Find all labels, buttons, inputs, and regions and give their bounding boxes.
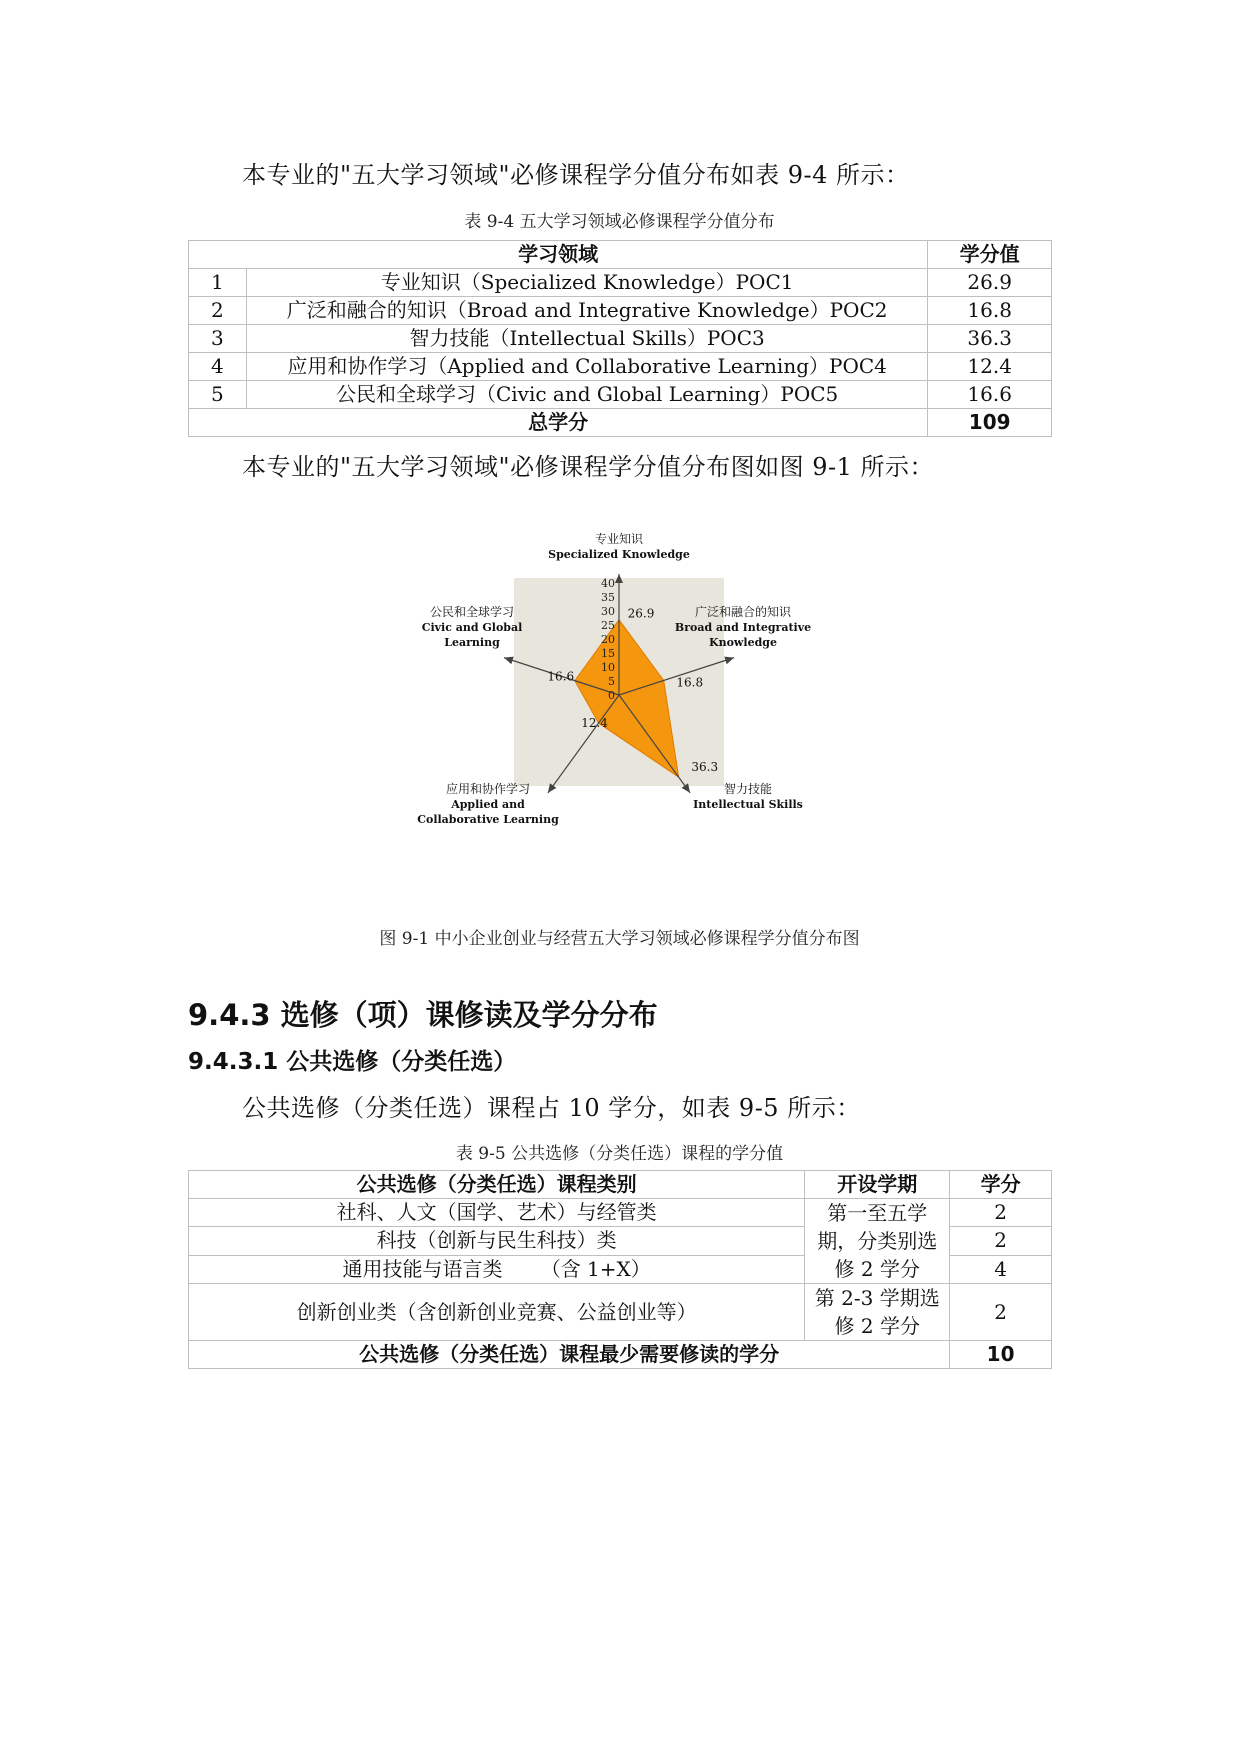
radar-axis-label-cn: 专业知识: [594, 532, 644, 546]
radar-axis-label-en: Broad and Integrative: [674, 621, 812, 634]
header-domain: 学习领域: [189, 241, 928, 269]
row-value: 16.6: [928, 381, 1052, 409]
row-credit: 4: [950, 1255, 1052, 1283]
header-term: 开设学期: [805, 1171, 950, 1199]
table-total-row: [189, 1341, 1052, 1369]
row-domain: 广泛和融合的知识（Broad and Integrative Knowledge）POC2: [246, 297, 927, 325]
total-value: 109: [928, 409, 1052, 437]
radar-data-label: 16.8: [676, 675, 704, 690]
radar-tick-label: 35: [601, 591, 615, 604]
radar-axis-label-cn: 公民和全球学习: [429, 605, 515, 619]
radar-tick-label: 15: [601, 647, 615, 660]
radar-axis-label-en: Applied and: [451, 798, 525, 811]
radar-tick-label: 5: [608, 675, 615, 688]
table-9-4-caption: 表 9-4 五大学习领域必修课程学分值分布: [464, 212, 775, 232]
row-domain: 专业知识（Specialized Knowledge）POC1: [246, 269, 927, 297]
radar-tick-label: 0: [608, 689, 615, 702]
row-category: 科技（创新与民生科技）类: [189, 1227, 805, 1255]
row-category: 通用技能与语言类 （含 1+X）: [189, 1255, 805, 1283]
row-domain: 应用和协作学习（Applied and Collaborative Learning）POC4: [246, 353, 927, 381]
header-credit: 学分值: [928, 241, 1052, 269]
row-value: 36.3: [928, 325, 1052, 353]
row-credit: 2: [950, 1199, 1052, 1227]
row-category: 创新创业类（含创新创业竞赛、公益创业等）: [189, 1284, 805, 1341]
radar-axis-arrowhead: [724, 657, 734, 665]
total-label: 公共选修（分类任选）课程最少需要修读的学分: [189, 1341, 950, 1369]
radar-axis-label-cn: 应用和协作学习: [445, 782, 531, 796]
row-credit: 2: [950, 1227, 1052, 1255]
intro-paragraph-1: 本专业的"五大学习领域"必修课程学分值分布如表 9-4 所示：: [242, 161, 910, 189]
figure-9-1-caption: 图 9-1 中小企业创业与经营五大学习领域必修课程学分值分布图: [379, 929, 860, 949]
row-domain: 智力技能（Intellectual Skills）POC3: [246, 325, 927, 353]
row-value: 26.9: [928, 269, 1052, 297]
row-number: 4: [189, 353, 247, 381]
row-domain: 公民和全球学习（Civic and Global Learning）POC5: [246, 381, 927, 409]
row-credit: 2: [950, 1284, 1052, 1341]
radar-data-label: 36.3: [691, 760, 719, 775]
radar-axis-label-cn: 智力技能: [723, 782, 773, 796]
term-group-2: 第 2-3 学期选修 2 学分: [805, 1284, 950, 1341]
radar-data-label: 16.6: [547, 669, 575, 684]
radar-axis-label-en: Collaborative Learning: [417, 813, 559, 826]
table-row: [189, 1199, 1052, 1227]
row-number: 2: [189, 297, 247, 325]
intro-paragraph-2: 本专业的"五大学习领域"必修课程学分值分布图如图 9-1 所示：: [242, 453, 934, 481]
table-9-5-caption: 表 9-5 公共选修（分类任选）课程的学分值: [455, 1144, 784, 1164]
intro-paragraph-3: 公共选修（分类任选）课程占 10 学分，如表 9-5 所示：: [242, 1094, 861, 1122]
row-number: 3: [189, 325, 247, 353]
radar-tick-label: 20: [601, 633, 615, 646]
radar-axis-label-en: Knowledge: [709, 636, 777, 649]
radar-tick-label: 25: [601, 619, 615, 632]
radar-axis-label-cn: 广泛和融合的知识: [694, 605, 792, 619]
row-value: 16.8: [928, 297, 1052, 325]
total-label: 总学分: [189, 409, 928, 437]
row-category: 社科、人文（国学、艺术）与经管类: [189, 1199, 805, 1227]
radar-axis-arrowhead: [504, 657, 514, 665]
radar-tick-label: 30: [601, 605, 615, 618]
radar-data-label: 12.4: [581, 716, 608, 731]
table-row: [189, 1284, 1052, 1341]
term-group-1: 第一至五学期，分类别选修 2 学分: [805, 1199, 950, 1284]
radar-axis-label-en: Learning: [444, 636, 500, 649]
table-header-row: [189, 1171, 1052, 1199]
radar-axis-label-en: Civic and Global: [421, 621, 523, 634]
table-9-5: [188, 1170, 1052, 1369]
header-category: 公共选修（分类任选）课程类别: [189, 1171, 805, 1199]
section-heading-9-4-3-1: 9.4.3.1 公共选修（分类任选）: [188, 1049, 517, 1075]
row-number: 5: [189, 381, 247, 409]
total-value: 10: [950, 1341, 1052, 1369]
radar-tick-label: 40: [601, 577, 615, 590]
radar-tick-label: 10: [601, 661, 615, 674]
section-heading-9-4-3: 9.4.3 选修（项）课修读及学分分布: [188, 998, 658, 1032]
row-value: 12.4: [928, 353, 1052, 381]
radar-axis-label-en: Intellectual Skills: [693, 798, 803, 811]
row-number: 1: [189, 269, 247, 297]
radar-axis-label-en: Specialized Knowledge: [548, 548, 690, 561]
radar-data-label: 26.9: [627, 606, 655, 621]
header-credit: 学分: [950, 1171, 1052, 1199]
